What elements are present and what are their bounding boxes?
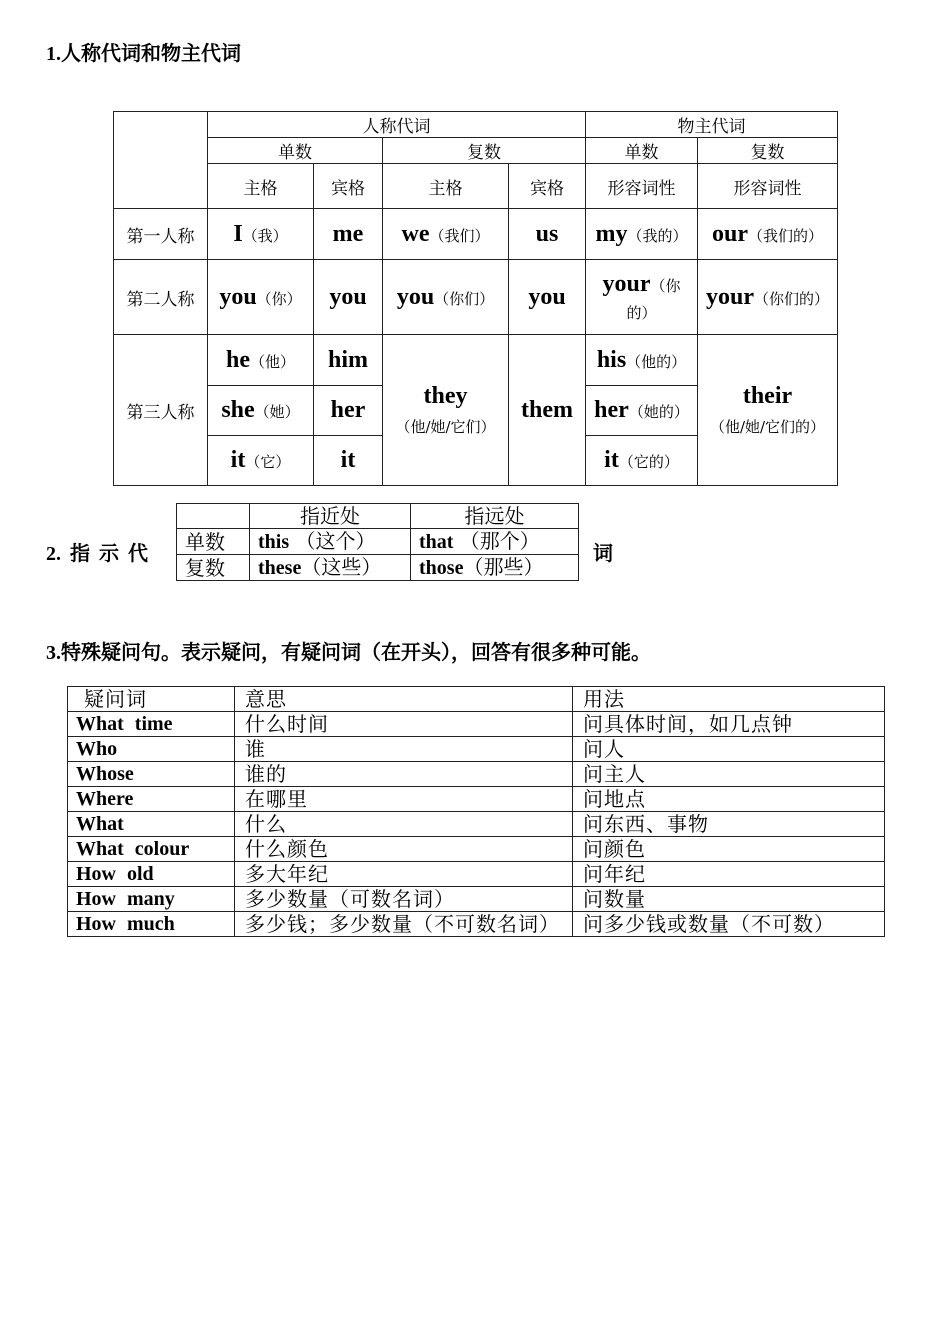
cell-third-it: it（它）	[208, 436, 314, 486]
table-row	[68, 737, 885, 762]
header-subject-plural: 主格	[383, 164, 509, 209]
demo-header-far: 指远处	[411, 504, 579, 529]
heading-1: 1.人称代词和物主代词	[46, 43, 241, 65]
cell-third-him: him	[314, 335, 383, 386]
table-row	[68, 837, 885, 862]
question-word: How old	[68, 862, 235, 887]
personal-pronoun-table	[113, 111, 838, 486]
cell-third-he: he（他）	[208, 335, 314, 386]
question-usage: 问颜色	[573, 837, 885, 862]
question-meaning: 多少数量（可数名词）	[235, 887, 573, 912]
cell-second-s-subj: you（你）	[208, 260, 314, 335]
cell-third-his: his（他的）	[586, 335, 698, 386]
question-meaning: 多大年纪	[235, 862, 573, 887]
cell-third-her-poss: her（她的）	[586, 386, 698, 436]
question-meaning: 在哪里	[235, 787, 573, 812]
demo-header-near: 指近处	[250, 504, 411, 529]
demo-these: these（这些）	[250, 555, 411, 581]
header-possessive: 物主代词	[586, 112, 838, 138]
question-usage: 问具体时间，如几点钟	[573, 712, 885, 737]
header-personal: 人称代词	[208, 112, 586, 138]
table-row	[68, 812, 885, 837]
question-word: Who	[68, 737, 235, 762]
demo-that: that （那个）	[411, 529, 579, 555]
heading-2-right: 词	[593, 543, 613, 565]
cell-first-s-obj: me	[314, 209, 383, 260]
cell-second-p-obj: you	[509, 260, 586, 335]
heading-2-left: 2. 指 示 代	[46, 543, 148, 565]
question-header-word: 疑问词	[68, 687, 235, 712]
row-label-third: 第三人称	[114, 335, 208, 486]
question-meaning: 什么时间	[235, 712, 573, 737]
header-object-singular: 宾格	[314, 164, 383, 209]
question-meaning: 谁的	[235, 762, 573, 787]
header-object-plural: 宾格	[509, 164, 586, 209]
corner-cell	[114, 112, 208, 209]
question-usage: 问多少钱或数量（不可数）	[573, 912, 885, 937]
question-meaning: 什么颜色	[235, 837, 573, 862]
heading-3: 3.特殊疑问句。表示疑问，有疑问词（在开头），回答有很多种可能。	[46, 642, 651, 664]
table-row	[68, 787, 885, 812]
cell-first-p-poss: our（我们的）	[698, 209, 838, 260]
question-meaning: 什么	[235, 812, 573, 837]
question-usage: 问东西、事物	[573, 812, 885, 837]
question-header-usage: 用法	[573, 687, 885, 712]
question-header-row	[68, 687, 885, 712]
question-word: How much	[68, 912, 235, 937]
question-word-table	[67, 686, 885, 937]
cell-second-s-obj: you	[314, 260, 383, 335]
table-row	[68, 712, 885, 737]
cell-first-s-poss: my（我的）	[586, 209, 698, 260]
table-row	[68, 887, 885, 912]
header-possessive-singular: 单数	[586, 138, 698, 164]
header-personal-plural: 复数	[383, 138, 586, 164]
table-row	[68, 862, 885, 887]
demo-corner	[177, 504, 250, 529]
question-usage: 问主人	[573, 762, 885, 787]
header-subject-singular: 主格	[208, 164, 314, 209]
cell-first-p-subj: we（我们）	[383, 209, 509, 260]
cell-third-their: their （他/她/它们的）	[698, 335, 838, 486]
question-word: How many	[68, 887, 235, 912]
cell-second-p-poss: your（你们的）	[698, 260, 838, 335]
question-usage: 问地点	[573, 787, 885, 812]
header-adjective-singular: 形容词性	[586, 164, 698, 209]
question-word: What	[68, 812, 235, 837]
question-meaning: 谁	[235, 737, 573, 762]
header-personal-singular: 单数	[208, 138, 383, 164]
cell-third-it-obj: it	[314, 436, 383, 486]
question-word: What colour	[68, 837, 235, 862]
question-header-meaning: 意思	[235, 687, 573, 712]
cell-third-its: it（它的）	[586, 436, 698, 486]
demo-row-singular: 单数	[177, 529, 250, 555]
question-meaning: 多少钱；多少数量（不可数名词）	[235, 912, 573, 937]
cell-third-they: they （他/她/它们）	[383, 335, 509, 486]
cell-second-s-poss: your（你 的）	[586, 260, 698, 335]
table-row	[68, 762, 885, 787]
cell-third-her: her	[314, 386, 383, 436]
header-possessive-plural: 复数	[698, 138, 838, 164]
question-usage: 问年纪	[573, 862, 885, 887]
demo-this: this （这个）	[250, 529, 411, 555]
question-word: Whose	[68, 762, 235, 787]
demo-those: those（那些）	[411, 555, 579, 581]
demo-row-plural: 复数	[177, 555, 250, 581]
row-label-first: 第一人称	[114, 209, 208, 260]
question-usage: 问人	[573, 737, 885, 762]
demonstrative-table	[176, 503, 579, 581]
cell-second-p-subj: you（你们）	[383, 260, 509, 335]
row-label-second: 第二人称	[114, 260, 208, 335]
cell-first-p-obj: us	[509, 209, 586, 260]
question-word: Where	[68, 787, 235, 812]
cell-first-s-subj: I（我）	[208, 209, 314, 260]
cell-third-them: them	[509, 335, 586, 486]
table-row	[68, 912, 885, 937]
header-adjective-plural: 形容词性	[698, 164, 838, 209]
cell-third-she: she（她）	[208, 386, 314, 436]
question-usage: 问数量	[573, 887, 885, 912]
question-word: What time	[68, 712, 235, 737]
